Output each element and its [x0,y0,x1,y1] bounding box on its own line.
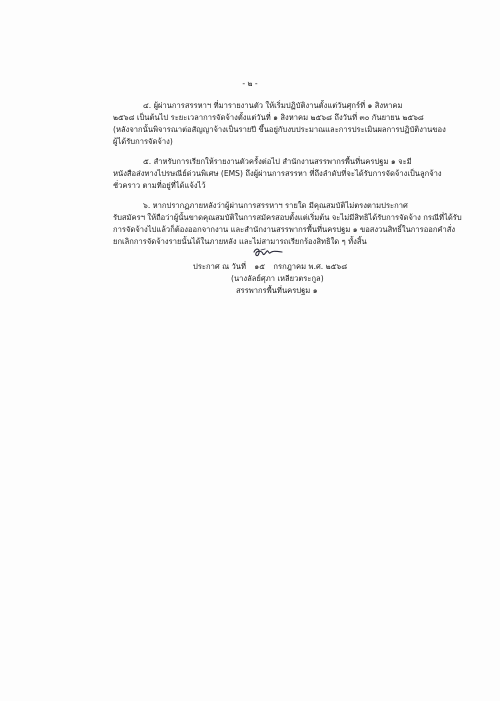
paragraph-4-line-2: ๒๕๖๘ เป็นต้นไป ระยะเวลาการจัดจ้างตั้งแต่วันที่ ๑ สิงหาคม ๒๕๖๘ ถึงวันที่ ๓๐ กันยายน ๒๕๖๘ [113,113,424,122]
handwritten-signature [252,246,288,260]
paragraph-6-line-1: ๖. หากปรากฏภายหลังว่าผู้ผ่านการสรรหาฯ รายใด มีคุณสมบัติไม่ตรงตามประกาศ [143,201,408,210]
paragraph-4-line-3: (หลังจากนั้นพิจารณาต่อสัญญาจ้างเป็นรายปี ขึ้นอยู่กับงบประมาณและการประเมินผลการปฏิบัติงานของ [113,125,446,134]
signatory-name: (นางลัลย์ศุภา เหลียวตระกูล) [231,274,324,283]
signatory-position: สรรพากรพื้นที่นครปฐม ๑ [236,286,318,295]
announcement-day: ๑๕ [254,262,265,271]
announcement-date [193,262,347,272]
paragraph-5-line-1: ๕. สำหรับการเรียกให้รายงานตัวครั้งต่อไป สำนักงานสรรพากรพื้นที่นครปฐม ๑ จะมี [143,157,412,166]
paragraph-6-line-4: ยกเลิกการจัดจ้างรายนั้นได้ในภายหลัง และไม่สามารถเรียกร้องสิทธิใด ๆ ทั้งสิ้น [113,237,367,246]
paragraph-6-line-2: รับสมัครฯ ให้ถือว่าผู้นั้นขาดคุณสมบัติในการสมัครสอบตั้งแต่เริ่มต้น จะไม่มีสิทธิได้รับการจัดจ้าง กรณีที่ได้รับ [113,213,462,222]
paragraph-4-line-4: ผู้ได้รับการจัดจ้าง) [113,137,173,146]
paragraph-4-line-1: ๔. ผู้ผ่านการสรรหาฯ ที่มารายงานตัว ให้เริ่มปฏิบัติงานตั้งแต่วันศุกร์ที่ ๑ สิงหาคม [143,101,403,110]
paragraph-6-line-3: การจัดจ้างไปแล้วก็ต้องออกจากงาน และสำนักงานสรรพากรพื้นที่นครปฐม ๑ ขอสงวนสิทธิ์ในการออกคำสั่ง [113,225,456,234]
paragraph-5-line-3: ชั่วคราว ตามที่อยู่ที่ได้แจ้งไว้ [113,181,206,190]
announcement-month-year: กรกฎาคม พ.ศ. ๒๕๖๘ [273,262,348,271]
paragraph-5-line-2: หนังสือส่งทางไปรษณีย์ด่วนพิเศษ (EMS) ถึงผู้ผ่านการสรรหา ที่ถึงลำดับที่จะได้รับการจัดจ้างเป็นลูกจ้าง [113,169,442,178]
announcement-prefix: ประกาศ ณ วันที่ [193,262,246,271]
page-number: - ๒ - [242,79,258,88]
